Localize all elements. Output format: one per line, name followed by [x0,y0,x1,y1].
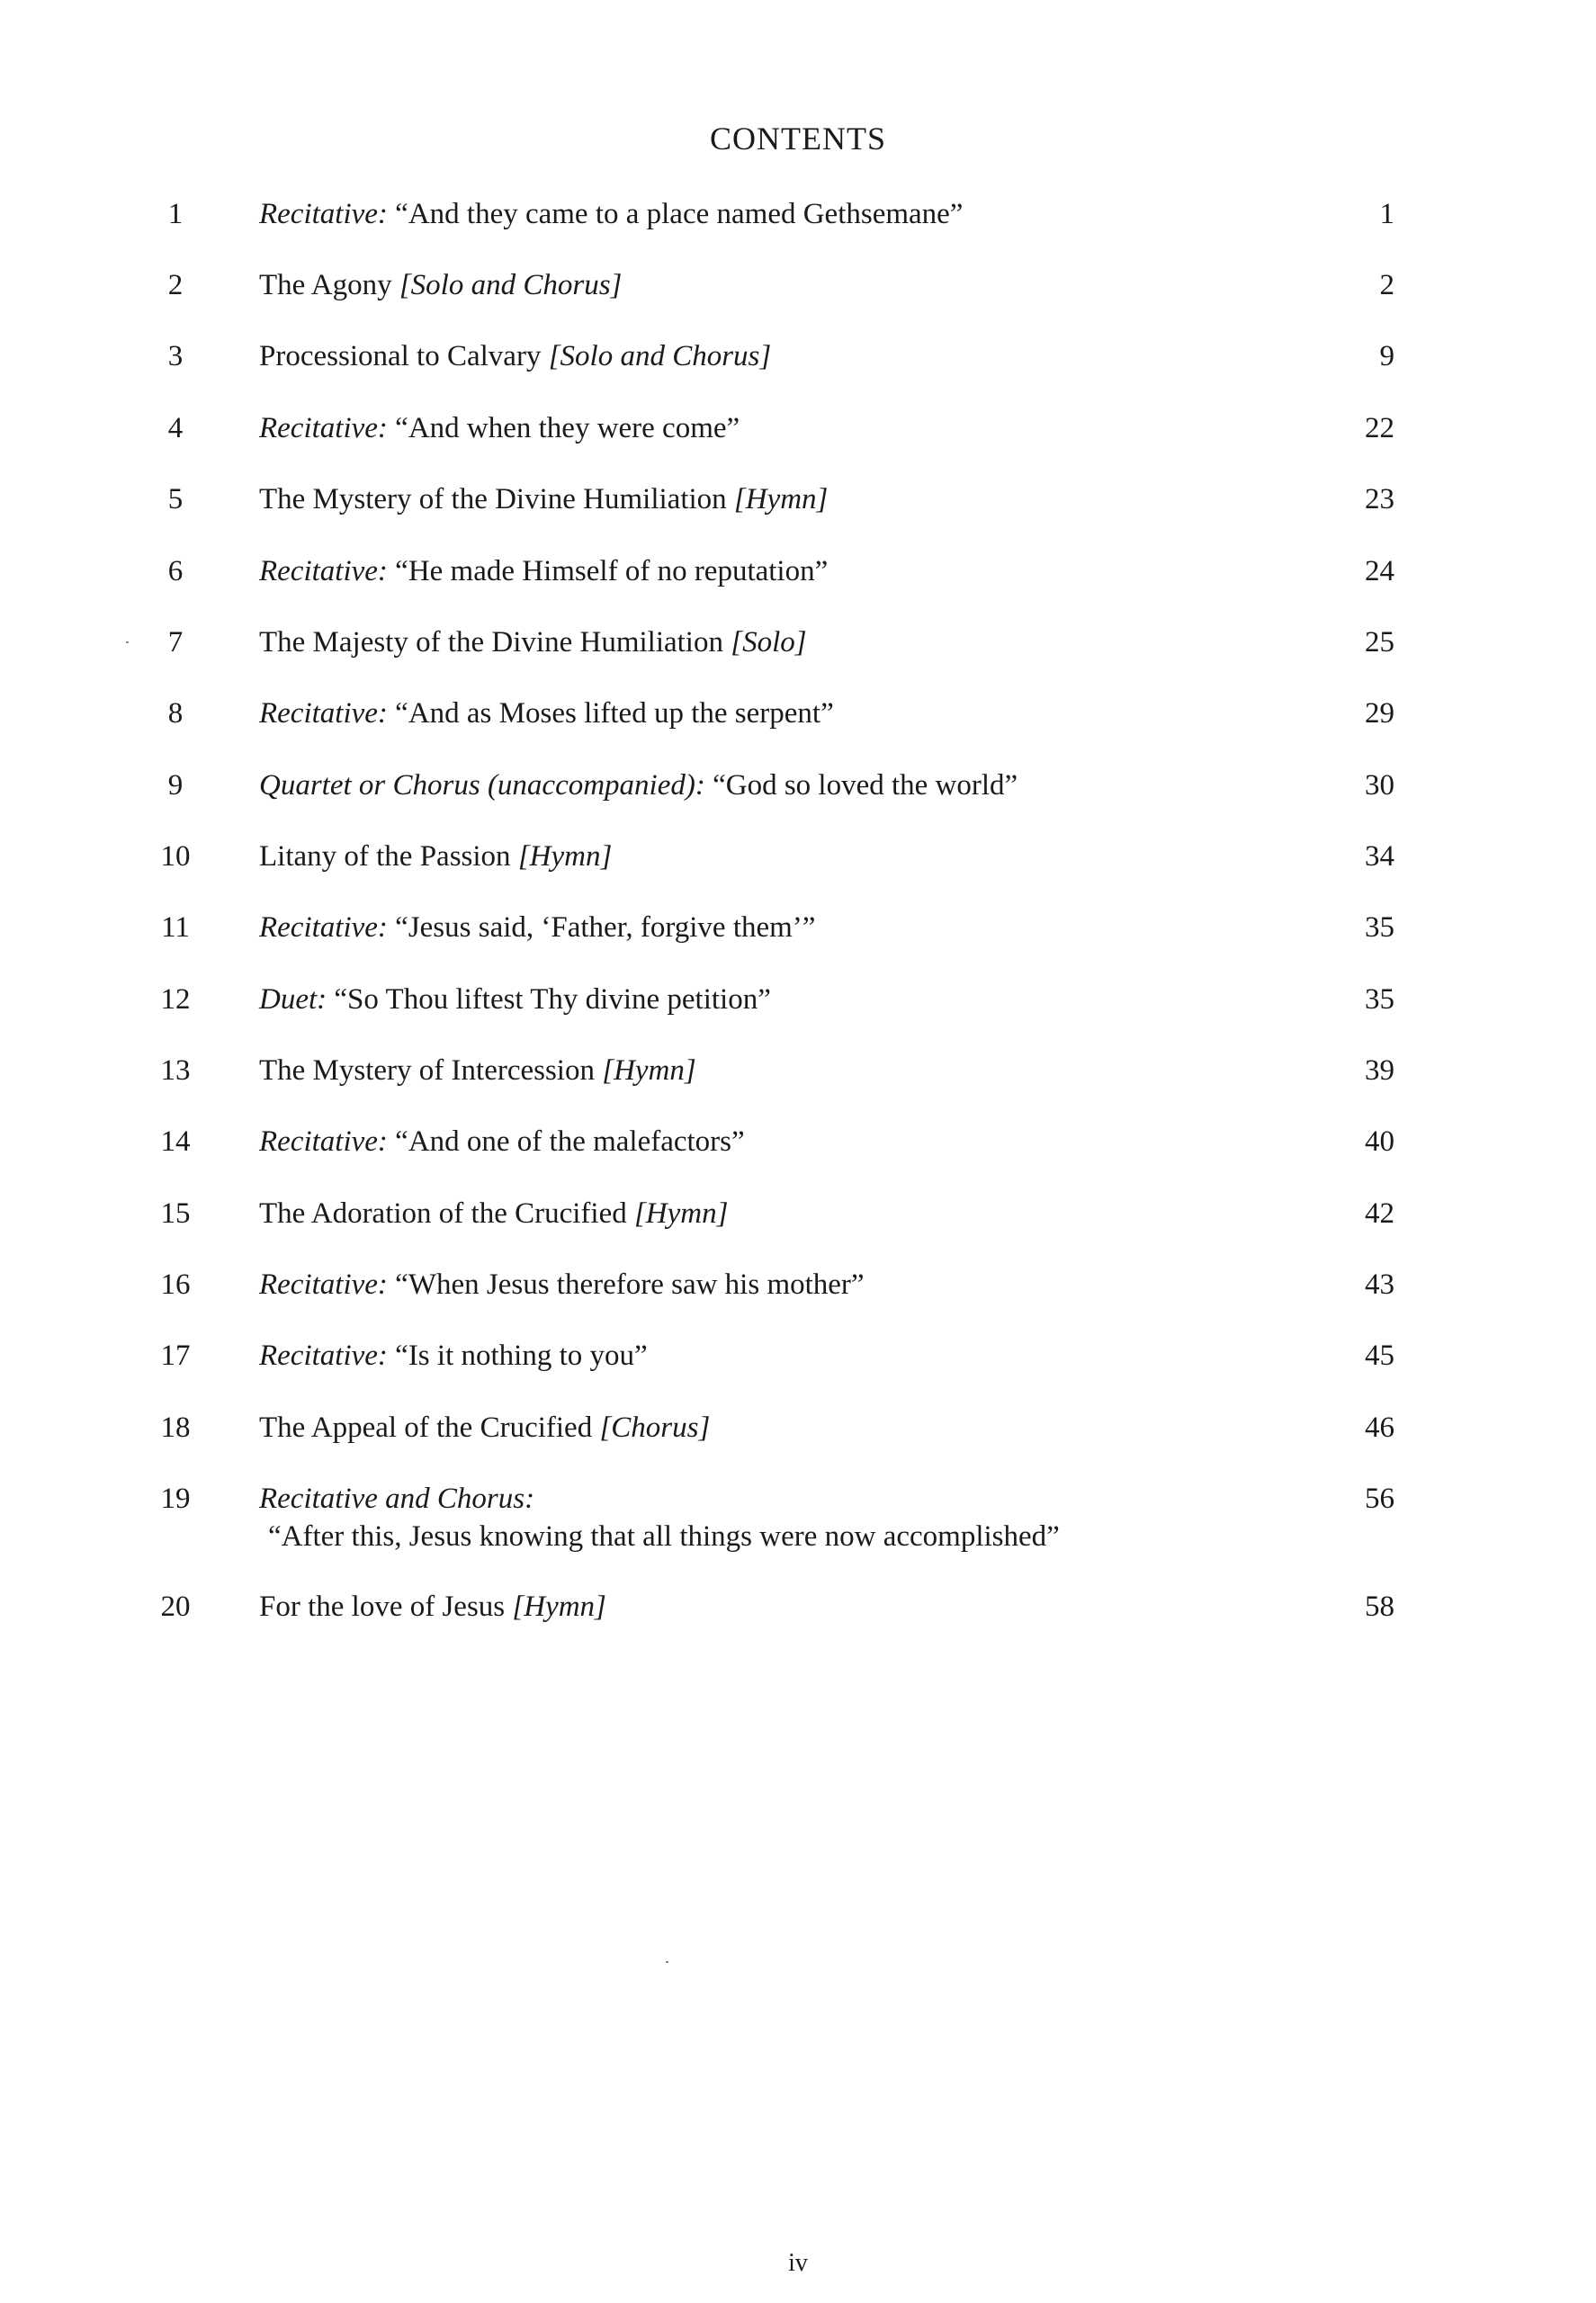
item-page: 42 [1365,1197,1394,1230]
item-note: [Solo and Chorus] [399,269,623,301]
item-page: 40 [1365,1125,1394,1158]
item-text: The Appeal of the Crucified [259,1411,600,1444]
item-label: Recitative: [259,697,388,730]
item-text: For the love of Jesus [259,1591,513,1623]
item-text: “And when they were come” [387,412,740,444]
item-text: “Jesus said, ‘Father, forgive them’” [387,911,816,944]
item-note: [Chorus] [599,1411,711,1444]
item-number: 2 [167,269,184,301]
item-title [259,552,1339,590]
item-text: “God so loved the world” [704,769,1018,802]
item-page: 22 [1365,412,1394,444]
item-page: 2 [1379,269,1394,301]
item-title [259,1195,1339,1232]
item-text: “And they came to a place named Gethsemane” [387,198,964,230]
item-page: 30 [1365,769,1394,802]
item-title [259,694,1339,732]
item-title [259,1123,1339,1160]
item-title [259,480,1339,518]
item-number: 4 [167,412,184,444]
item-text: “When Jesus therefore saw his mother” [387,1268,865,1301]
item-page: 58 [1365,1591,1394,1623]
item-title [259,838,1339,875]
item-label: Duet: [259,983,327,1016]
item-title [259,981,1339,1018]
item-note: [Solo] [731,626,807,659]
item-title [259,1480,1339,1555]
item-number: 14 [160,1125,191,1158]
item-page: 25 [1365,626,1394,659]
item-number: 13 [160,1054,191,1087]
item-note: [Hymn] [517,840,613,873]
item-page: 39 [1365,1054,1394,1087]
page-number: iv [788,2249,808,2277]
item-label: Recitative: [259,1125,388,1158]
item-title [259,195,1339,233]
item-title [259,409,1339,447]
item-page: 45 [1365,1340,1394,1372]
item-text: The Mystery of Intercession [259,1054,603,1087]
item-page: 9 [1379,340,1394,372]
item-number: 8 [167,697,184,730]
item-title [259,1052,1339,1089]
item-label: Quartet or Chorus (unaccompanied): [259,769,705,802]
item-title [259,909,1339,946]
item-label: Recitative: [259,1268,388,1301]
item-text: “And one of the malefactors” [387,1125,745,1158]
item-note: [Solo and Chorus] [548,340,772,372]
item-number: 20 [160,1591,191,1623]
item-title [259,766,1339,804]
item-number: 11 [161,911,190,944]
item-label: Recitative: [259,198,388,230]
item-note: [Hymn] [512,1591,606,1623]
item-title [259,266,1339,304]
item-text: “Is it nothing to you” [387,1340,648,1372]
item-page: 23 [1365,483,1394,515]
item-number: 7 [167,626,184,659]
item-page: 24 [1365,555,1394,587]
page-title: CONTENTS [710,121,886,157]
item-text: The Mystery of the Divine Humiliation [259,483,734,515]
item-text: The Majesty of the Divine Humiliation [259,626,731,659]
item-text: “And as Moses lifted up the serpent” [387,697,834,730]
item-text: The Agony [259,269,399,301]
item-number: 12 [160,983,191,1016]
item-number: 15 [160,1197,191,1230]
item-number: 10 [160,840,191,873]
item-number: 16 [160,1268,191,1301]
item-note: [Hymn] [733,483,829,515]
item-text: Litany of the Passion [259,840,518,873]
item-subtitle: “After this, Jesus knowing that all things were now accomplished” [268,1520,1060,1553]
item-number: 9 [167,769,184,802]
item-number: 17 [160,1340,191,1372]
item-label: Recitative: [259,1340,388,1372]
item-number: 18 [160,1411,191,1444]
item-page: 56 [1365,1483,1394,1515]
item-number: 3 [167,340,184,372]
item-note: [Hymn] [633,1197,729,1230]
item-page: 43 [1365,1268,1394,1301]
item-number: 1 [167,198,184,230]
item-title [259,1266,1339,1304]
item-text: The Adoration of the Crucified [259,1197,634,1230]
item-label: Recitative: [259,412,388,444]
item-page: 1 [1379,198,1394,230]
item-number: 6 [167,555,184,587]
scan-speck [666,1961,668,1963]
item-text: “So Thou liftest Thy divine petition” [327,983,771,1016]
item-title [259,1588,1339,1626]
item-page: 46 [1365,1411,1394,1444]
item-note: [Hymn] [602,1054,696,1087]
scan-speck [126,641,129,643]
item-number: 5 [167,483,184,515]
item-number: 19 [160,1483,191,1515]
item-text: Processional to Calvary [259,340,549,372]
item-page: 34 [1365,840,1394,873]
item-label: Recitative and Chorus: [259,1483,535,1515]
item-title [259,623,1339,661]
item-page: 29 [1365,697,1394,730]
item-label: Recitative: [259,555,388,587]
item-page: 35 [1365,983,1394,1016]
item-text: “He made Himself of no reputation” [387,555,829,587]
item-label: Recitative: [259,911,388,944]
item-title [259,1409,1339,1447]
item-page: 35 [1365,911,1394,944]
item-title [259,1337,1339,1375]
item-title [259,337,1339,375]
